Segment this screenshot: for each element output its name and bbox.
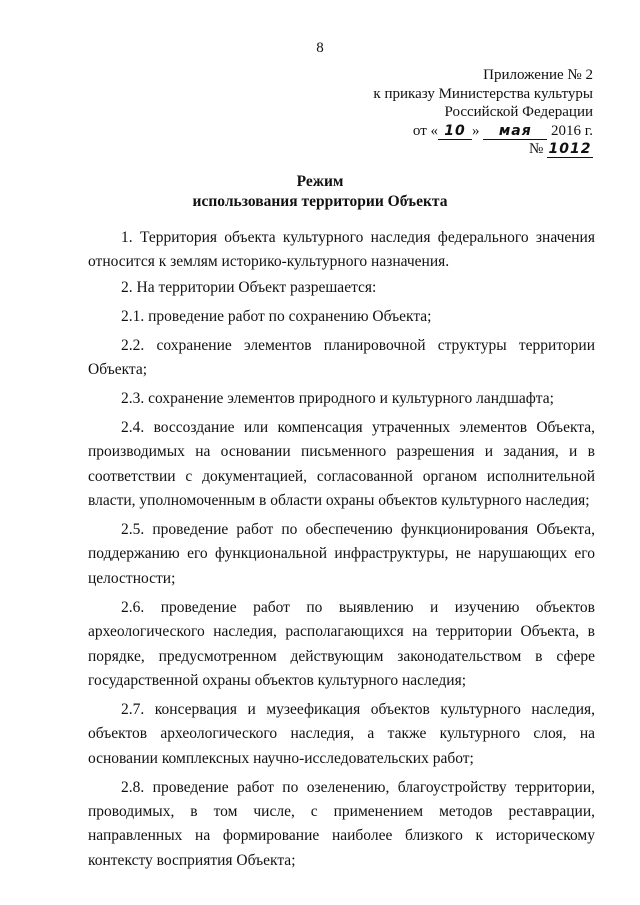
document-body [88, 226, 595, 878]
document-title [0, 172, 640, 212]
number-handwritten: 1012 [548, 141, 592, 157]
date-day-handwritten: 10 [438, 124, 472, 140]
appendix-title: Приложение № 2 [483, 67, 593, 83]
paragraph-2-1: 2.1. проведение работ по сохранению Объекта; [121, 307, 432, 325]
paragraph-2-5: 2.5. проведение работ по обеспечению функционирования Объекта, поддержанию его функциональной инфраструктуры, не нарушающих его целостности; [88, 520, 595, 587]
paragraph-2-7: 2.7. консервация и музеефикация объектов культурного наследия, объектов археологического наследия, а также культурного слоя, на основании комплексных научно-исследовательских работ; [88, 700, 595, 767]
appendix-date [373, 122, 593, 141]
page-number: 8 [316, 40, 324, 56]
appendix-number [373, 140, 593, 159]
appendix-ministry: Российской Федерации [444, 104, 593, 120]
paragraph-1: 1. Территория объекта культурного наследия федерального значения относится к землям историко-культурного назначения. [88, 229, 595, 271]
date-mid: » [472, 122, 480, 139]
title-line-2: использования территории Объекта [192, 193, 448, 210]
paragraph-2-6: 2.6. проведение работ по выявлению и изучению объектов археологического наследия, располагающихся на территории Объекта, в порядке, предусмотренном действующим законодательством в сфере государственной охраны объектов культурного наследия; [88, 598, 595, 689]
title-line-1: Режим [296, 173, 344, 190]
paragraph-2: 2. На территории Объект разрешается: [121, 278, 377, 296]
paragraph-2-3: 2.3. сохранение элементов природного и культурного ландшафта; [121, 389, 554, 407]
date-prefix: от « [412, 122, 439, 139]
appendix-order-ref: к приказу Министерства культуры [373, 85, 593, 102]
paragraph-2-2: 2.2. сохранение элементов планировочной структуры территории Объекта; [88, 336, 595, 379]
paragraph-2-4: 2.4. воссоздание или компенсация утраченных элементов Объекта, производимых на основании письменного разрешения и задания, и в соответствии с документацией, согласованной органом исполнительной власти, уполномоченным в области охраны объектов культурного наследия; [88, 418, 595, 510]
date-year: 2016 г. [551, 122, 593, 139]
number-prefix: № [528, 141, 544, 157]
date-month-handwritten: мая [483, 124, 547, 140]
appendix-header [373, 66, 593, 159]
paragraph-2-8: 2.8. проведение работ по озеленению, благоустройству территории, проводимых, в том числе, с применением методов реставрации, направленных на формирование наиболее близкого к историческому контексту восприятия Объекта; [88, 778, 595, 869]
